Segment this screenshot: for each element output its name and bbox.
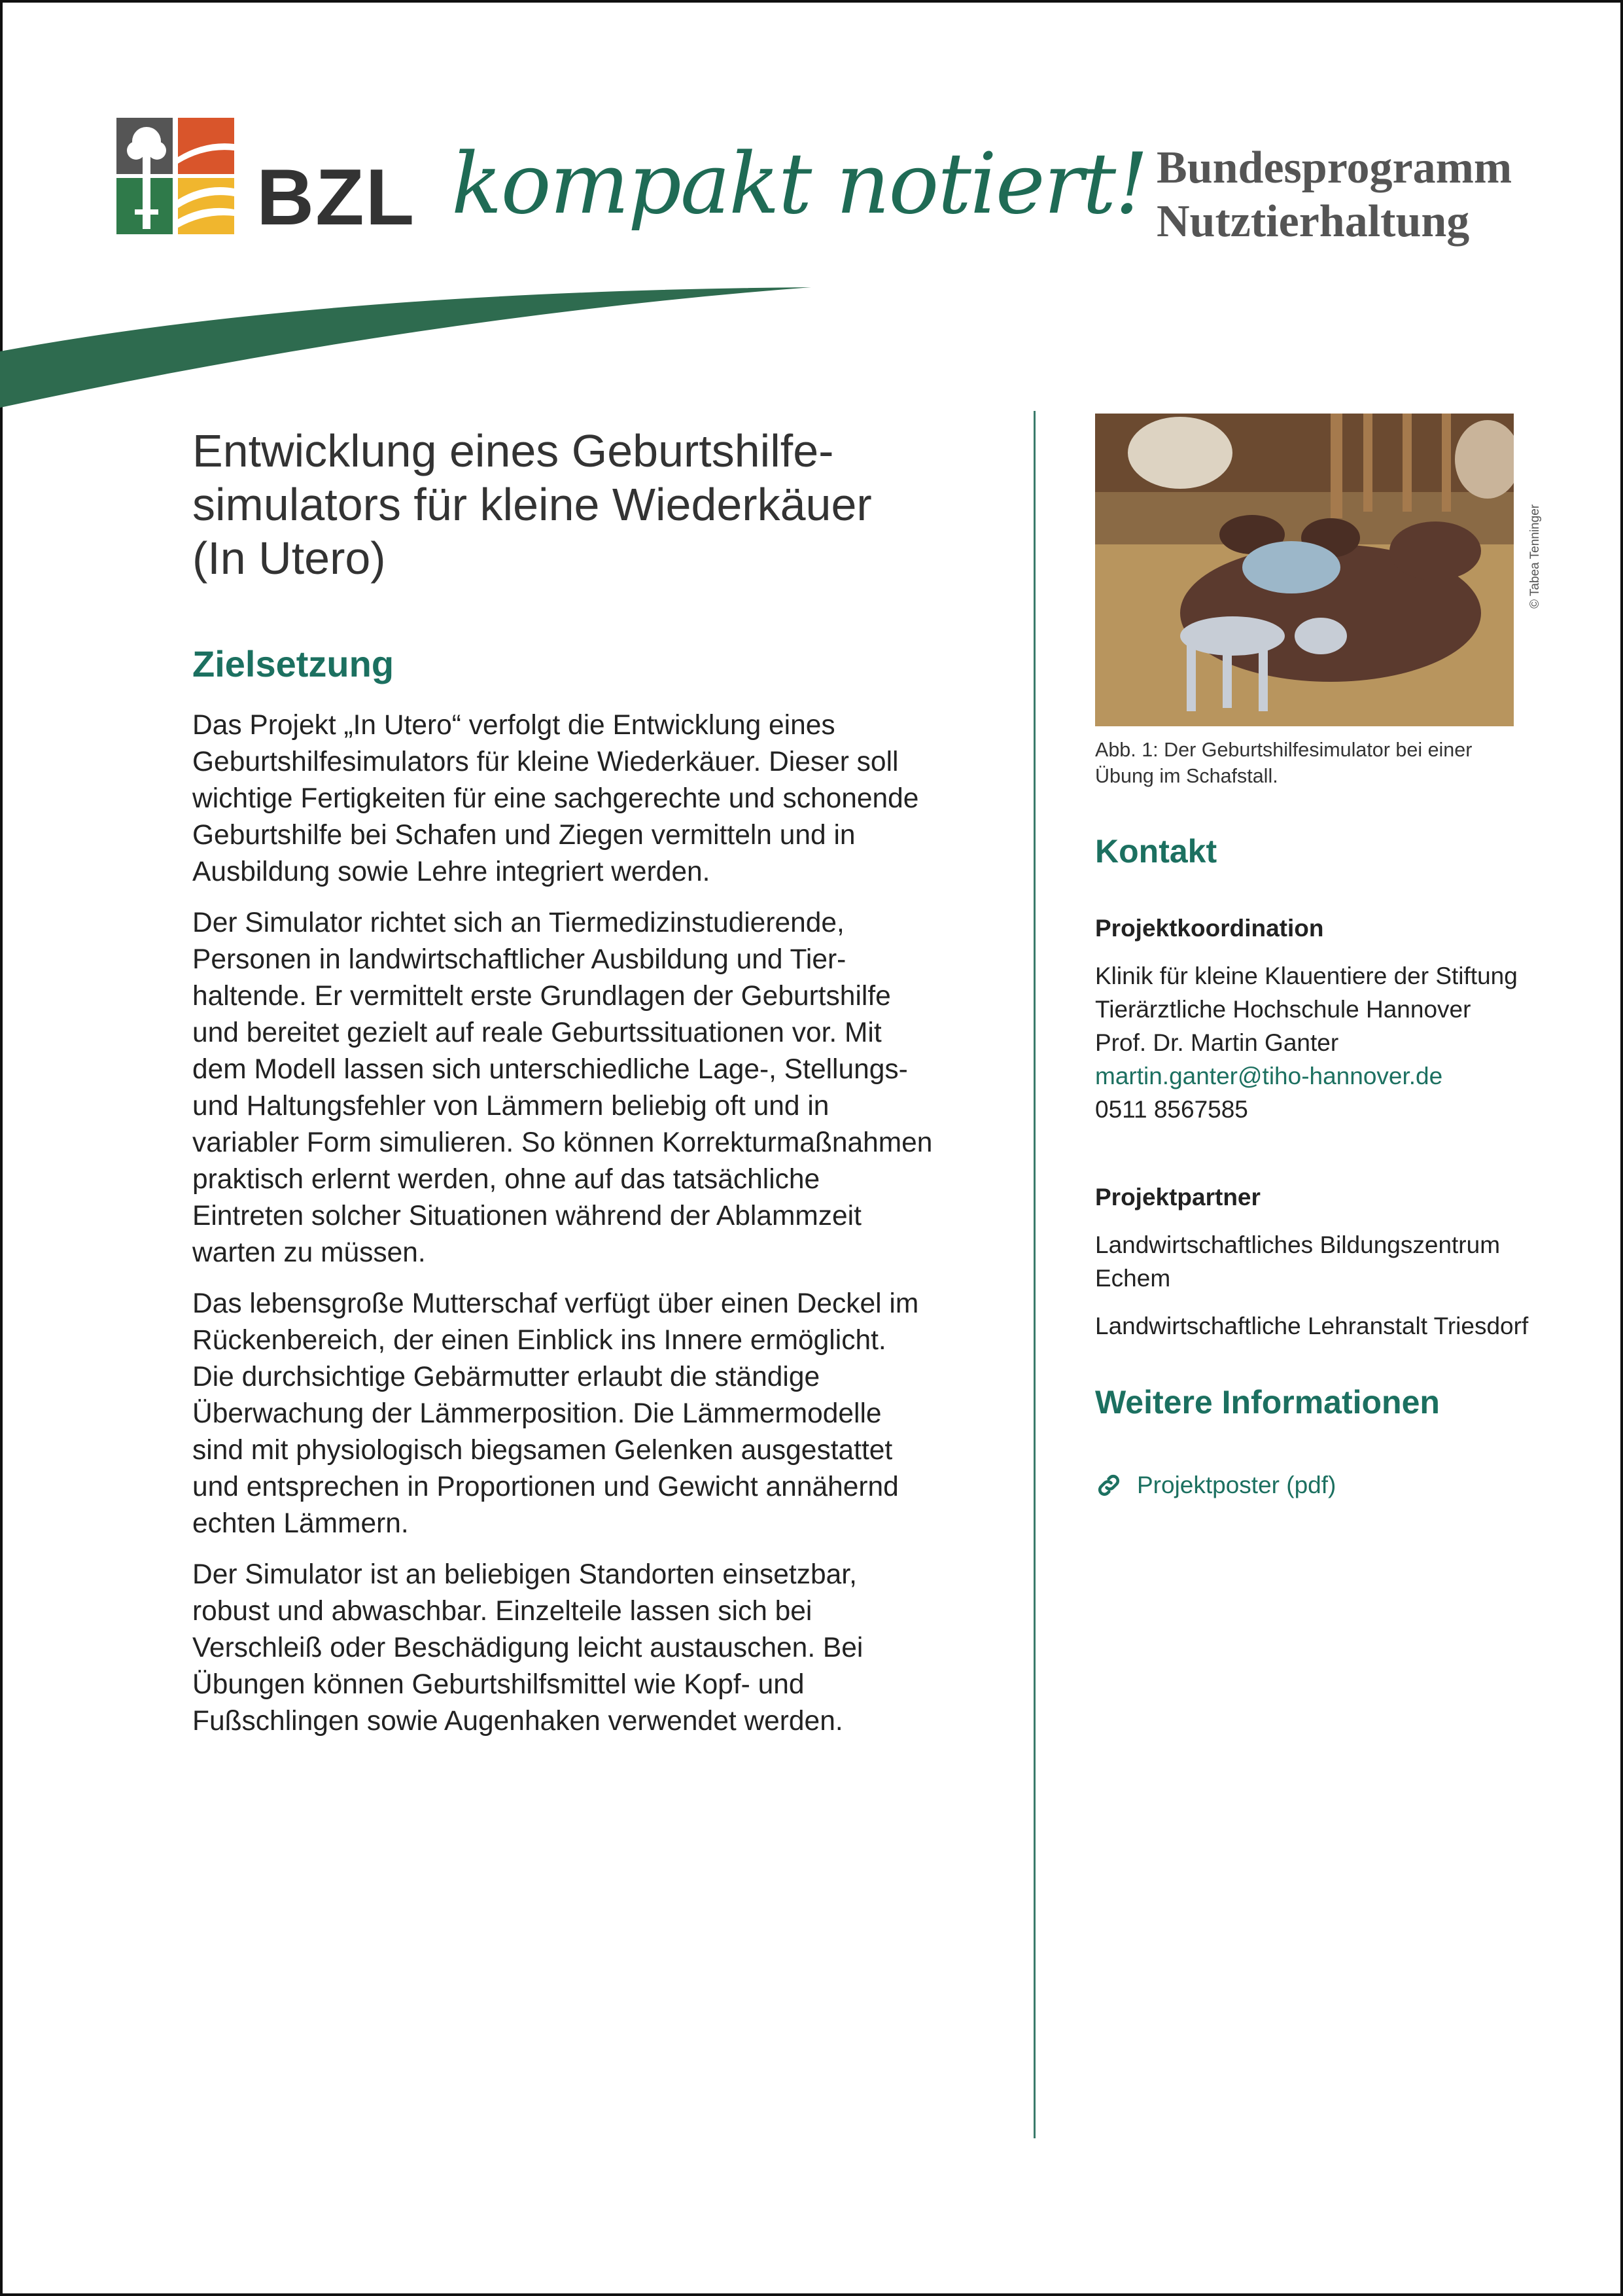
- text-line: variabler Form simulieren. So können Korrekturmaßnahmen: [192, 1127, 933, 1158]
- paragraph: [192, 1557, 1003, 1740]
- address-line: Tierärztliche Hochschule Hannover: [1095, 996, 1471, 1023]
- text-line: praktisch erlernt werden, ohne auf das tatsächliche: [192, 1164, 820, 1195]
- coordination-address: [1095, 959, 1592, 1126]
- contact-heading: Kontakt: [1095, 833, 1217, 870]
- text-line: haltende. Er vermittelt erste Grundlagen der Geburtshilfe: [192, 981, 891, 1012]
- text-line: und Haltungsfehler von Lämmern beliebig oft und in: [192, 1091, 829, 1122]
- text-line: sind mit physiologisch biegsamen Gelenken ausgestattet: [192, 1435, 893, 1466]
- text-line: echten Lämmern.: [192, 1508, 409, 1539]
- text-line: dem Modell lassen sich unterschiedliche Lage-, Stellungs-: [192, 1054, 908, 1085]
- page-title: [192, 424, 1003, 585]
- paragraph: [192, 1286, 1003, 1542]
- program-line-2: Nutztierhaltung: [1157, 196, 1470, 247]
- photo-credit: © Tabea Tenninger: [1528, 504, 1542, 609]
- program-line-1: Bundesprogramm: [1157, 143, 1512, 193]
- text-line: Überwachung der Lämmerposition. Die Lämmermodelle: [192, 1398, 882, 1429]
- caption-line: Abb. 1: Der Geburtshilfesimulator bei einer: [1095, 739, 1473, 761]
- link-icon: [1095, 1472, 1123, 1499]
- text-line: Geburtshilfe bei Schafen und Ziegen vermitteln und in: [192, 820, 856, 851]
- partner-line: Echem: [1095, 1265, 1171, 1292]
- caption-line: Übung im Schafstall.: [1095, 765, 1278, 787]
- text-line: Fußschlingen sowie Augenhaken verwendet werden.: [192, 1706, 843, 1737]
- bzl-logo: [116, 118, 234, 234]
- partner-line: Landwirtschaftliches Bildungszentrum: [1095, 1231, 1501, 1258]
- paragraph: [192, 905, 1003, 1271]
- header-swoosh: [0, 278, 850, 419]
- text-line: Die durchsichtige Gebärmutter erlaubt die ständige: [192, 1362, 820, 1392]
- text-line: Eintreten solcher Situationen während der Ablammzeit: [192, 1201, 862, 1231]
- paragraph: [192, 707, 1003, 891]
- logo-text: BZL: [256, 152, 416, 241]
- section-heading-zielsetzung: Zielsetzung: [192, 643, 394, 684]
- text-line: robust und abwaschbar. Einzelteile lassen sich bei: [192, 1596, 812, 1627]
- phone-number: 0511 8567585: [1095, 1096, 1248, 1123]
- more-info-heading: Weitere Informationen: [1095, 1384, 1440, 1421]
- text-line: Rückenbereich, der einen Einblick ins Innere ermöglicht.: [192, 1325, 886, 1356]
- photo-caption: [1095, 737, 1592, 789]
- text-line: Ausbildung sowie Lehre integriert werden.: [192, 857, 710, 887]
- text-line: Verschleiß oder Beschädigung leicht austauschen. Bei: [192, 1633, 864, 1663]
- title-line: (In Utero): [192, 533, 386, 584]
- partner-heading: Projektpartner: [1095, 1184, 1261, 1210]
- text-line: und bereitet gezielt auf reale Geburtssituationen vor. Mit: [192, 1017, 882, 1048]
- slogan: kompakt notiert!: [451, 135, 1147, 233]
- poster-link[interactable]: Projektposter (pdf): [1137, 1472, 1336, 1498]
- main-column: [192, 424, 1003, 1754]
- text-line: wichtige Fertigkeiten für eine sachgerechte und schonende: [192, 783, 919, 814]
- text-line: Übungen können Geburtshilfsmittel wie Kopf- und: [192, 1669, 805, 1700]
- text-line: Der Simulator ist an beliebigen Standorten einsetzbar,: [192, 1559, 857, 1590]
- text-line: warten zu müssen.: [192, 1237, 426, 1268]
- sidebar: [1095, 414, 1592, 1502]
- poster-link-row[interactable]: [1095, 1468, 1592, 1502]
- partner-2: Landwirtschaftliche Lehranstalt Triesdorf: [1095, 1313, 1529, 1339]
- title-line: simulators für kleine Wiederkäuer: [192, 479, 872, 530]
- coordination-heading: Projektkoordination: [1095, 915, 1324, 942]
- text-line: Der Simulator richtet sich an Tiermedizinstudierende,: [192, 908, 845, 938]
- program-name: [1157, 141, 1512, 249]
- address-line: Klinik für kleine Klauentiere der Stiftung: [1095, 963, 1518, 989]
- text-line: Personen in landwirtschaftlicher Ausbildung und Tier-: [192, 944, 846, 975]
- text-line: Geburtshilfesimulators für kleine Wiederkäuer. Dieser soll: [192, 747, 899, 777]
- title-line: Entwicklung eines Geburtshilfe-: [192, 425, 834, 476]
- text-line: Das Projekt „In Utero“ verfolgt die Entwicklung eines: [192, 710, 835, 741]
- address-line: Prof. Dr. Martin Ganter: [1095, 1029, 1339, 1056]
- text-line: Das lebensgroße Mutterschaf verfügt über einen Deckel im: [192, 1288, 919, 1319]
- column-divider: [1034, 411, 1036, 2138]
- text-line: und entsprechen in Proportionen und Gewicht annähernd: [192, 1472, 899, 1502]
- simulator-photo: [1095, 414, 1514, 726]
- email-link[interactable]: martin.ganter@tiho-hannover.de: [1095, 1063, 1443, 1089]
- partner-1: [1095, 1228, 1592, 1295]
